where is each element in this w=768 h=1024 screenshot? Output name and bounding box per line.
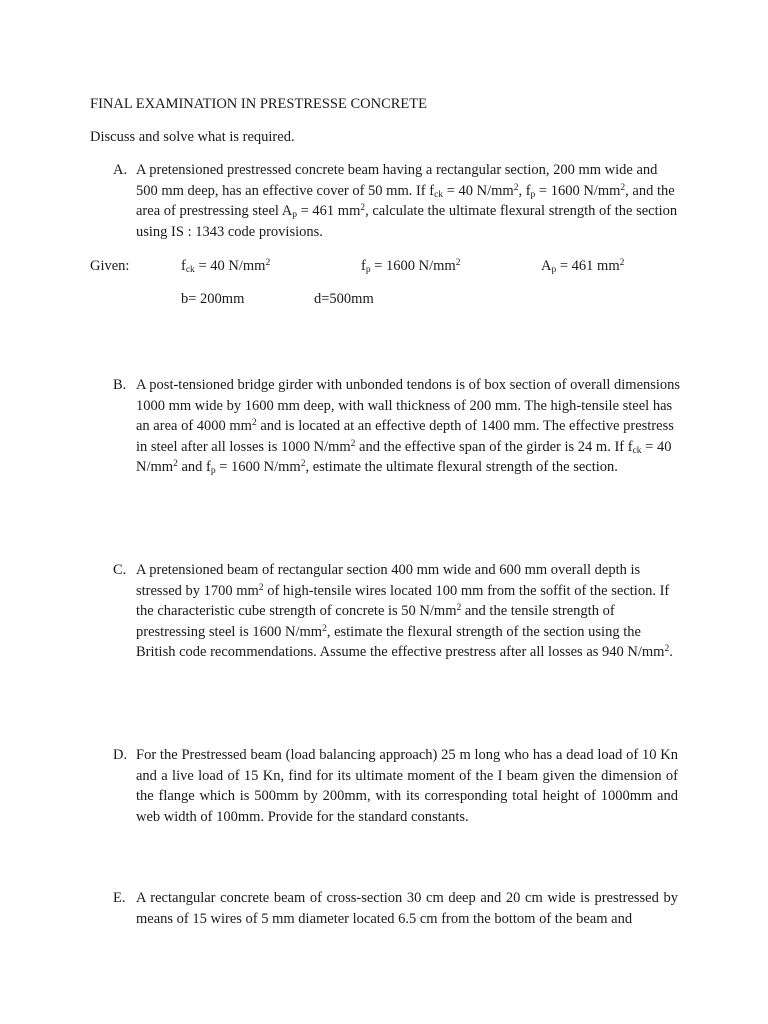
given-d: d=500mm: [314, 291, 374, 307]
given-fck: $f_{ck} = 40$ $N/mm^2$: [181, 258, 271, 275]
problem-c-text: A pretensioned beam of rectangular section 400 mm wide and 600 mm overall depth is stressed by 1700 $mm^2$ of high-tensile wires located 100 mm from the soffit of the section. If the characteristic cube strength of concrete is 50 $N/mm^2$ and the tensile strength of prestressing steel is 1600 $N/mm^2$, estimate the flexural strength of the section using the British code recommendations. Assume the effective prestress after all losses as 940 $N/mm^2$.: [136, 562, 673, 661]
problem-d-text: For the Prestressed beam (load balancing approach) 25 m long who has a dead load of 10 Kn and a live load of 15 Kn, find for its ultimate moment of the I beam given the dimension of the flange which is 500mm by 200mm, with its corresponding total height of 1000mm and web width of 100mm. Provide for the standard constants.: [136, 747, 678, 825]
given-fp: $f_p = 1600$ $N/mm^2$: [361, 258, 461, 275]
instruction-text: Discuss and solve what is required.: [90, 129, 295, 145]
problem-e-label: E.: [113, 890, 126, 906]
problem-d-label: D.: [113, 747, 128, 763]
given-ap: $A_p = 461$ $mm^2$: [541, 258, 625, 275]
problem-a-label: A.: [113, 162, 128, 178]
problem-c-label: C.: [113, 562, 127, 578]
given-label: Given:: [90, 258, 130, 274]
problem-a-text: A pretensioned prestressed concrete beam having a rectangular section, 200 mm wide and 500 mm deep, has an effective cover of 50 mm. If $f_{ck} = 40$ $N/mm^2$, $f_p = 1600$ $N/mm^2$, and the area of prestressing steel $A_p = 461$ $mm^2$, calculate the ultimate flexural strength of the section using IS : 1343 code provisions.: [136, 162, 678, 240]
given-b: b= 200mm: [181, 291, 245, 307]
problem-e-text: A rectangular concrete beam of cross-section 30 cm deep and 20 cm wide is prestressed by means of 15 wires of 5 mm diameter located 6.5 cm from the bottom of the beam and: [136, 890, 678, 927]
problem-b-text: A post-tensioned bridge girder with unbonded tendons is of box section of overall dimensions 1000 mm wide by 1600 mm deep, with wall thickness of 200 mm. The high-tensile steel has an area of 4000 $mm^2$ and is located at an effective depth of 1400 mm. The effective prestress in steel after all losses is 1000 $N/mm^2$ and the effective span of the girder is 24 m. If $f_{ck} = 40$ $N/mm^2$ and $f_p = 1600$ $N/mm^2$, estimate the ultimate flexural strength of the section.: [136, 377, 681, 477]
problem-b-label: B.: [113, 377, 127, 393]
document-title: FINAL EXAMINATION IN PRESTRESSE CONCRETE: [90, 96, 427, 112]
